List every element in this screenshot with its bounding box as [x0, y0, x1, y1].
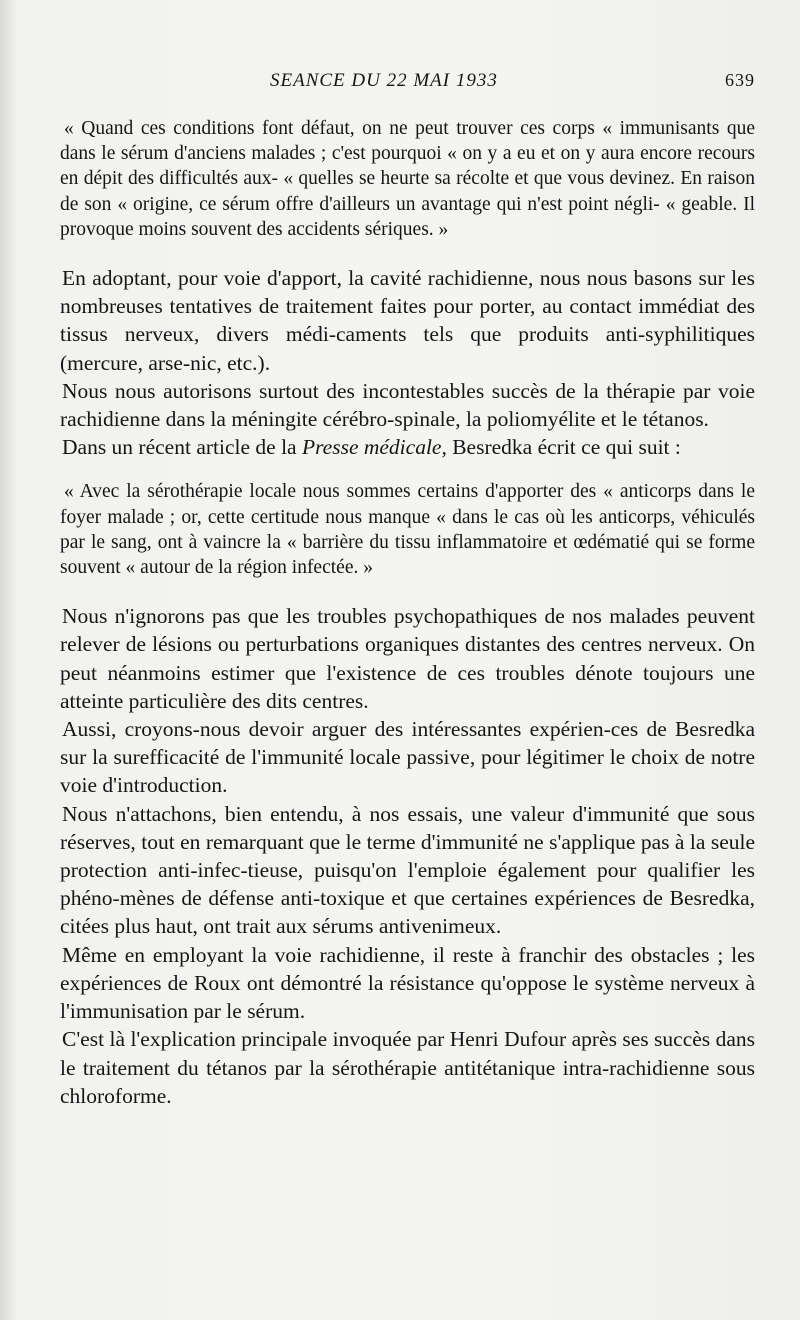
paragraph: Nous nous autorisons surtout des incontestables succès de la thérapie par voie rachidienne dans la méningite cérébro-spinale, la poliomyélite et le tétanos.: [60, 378, 755, 432]
journal-title: Presse médicale,: [301, 435, 447, 460]
paragraph: [60, 433, 755, 461]
quote-text: « Quand ces conditions font défaut, on ne peut trouver ces corps « immunisants que dans le sérum d'anciens malades ; c'est pourquoi « on y a eu et on y aura encore recours en dépit des difficultés aux- « quelles se heurte sa récolte et que vous devinez. En raison de son « origine, ce sérum offre d'ailleurs un avantage qui n'est point négli- « geable. Il provoque moins souvent des accidents sériques. »: [60, 118, 755, 240]
paragraph: Aussi, croyons-nous devoir arguer des intéressantes expérien-ces de Besredka sur la surefficacité de l'immunité locale passive, pour légitimer le choix de notre voie d'introduction.: [60, 717, 755, 798]
quote-block: [60, 116, 755, 242]
page-number: 639: [725, 70, 755, 90]
paragraph: Nous n'ignorons pas que les troubles psychopathiques de nos malades peuvent relever de lésions ou perturbations organiques distantes des centres nerveux. On peut néanmoins estimer que l'existence de ces troubles dénote toujours une atteinte particulière des dits centres.: [60, 604, 755, 713]
paragraph-text-start: Dans un récent article de la: [62, 435, 302, 460]
paragraph: En adoptant, pour voie d'apport, la cavité rachidienne, nous nous basons sur les nombreuses tentatives de traitement faites pour porter, au contact immédiat des tissus nerveux, divers médi-caments tels que produits anti-syphilitiques (mercure, arse-nic, etc.).: [60, 266, 755, 375]
paragraph: Même en employant la voie rachidienne, il reste à franchir des obstacles ; les expériences de Roux ont démontré la résistance qu'oppose le système nerveux à l'immunisation par le sérum.: [60, 942, 755, 1024]
quote-text: « Avec la sérothérapie locale nous sommes certains d'apporter des « anticorps dans le foyer malade ; or, cette certitude nous manque « dans le cas où les anticorps, véhiculés par le sang, ont à vaincre la « barrière du tissu inflammatoire et œdématié qui se forme souvent « autour de la région infectée. »: [60, 481, 755, 579]
paragraph: Nous n'attachons, bien entendu, à nos essais, une valeur d'immunité que sous réserves, tout en remarquant que le terme d'immunité ne s'applique pas à la seule protection anti-infec-tieuse, puisqu'on l'emploie également pour qualifier les phéno-mènes de défense anti-toxique et que certaines expériences de Besredka, citées plus haut, ont trait aux sérums antivenimeux.: [60, 801, 755, 939]
running-header: [60, 70, 755, 100]
page-body: [60, 116, 755, 1110]
paragraph-text-end: Besredka écrit ce qui suit :: [446, 435, 681, 460]
header-title: SEANCE DU 22 MAI 1933: [270, 70, 498, 91]
quote-block: [60, 479, 755, 580]
paragraph: C'est là l'explication principale invoquée par Henri Dufour après ses succès dans le traitement du tétanos par la sérothérapie antitétanique intra-rachidienne sous chloroforme.: [60, 1027, 755, 1108]
